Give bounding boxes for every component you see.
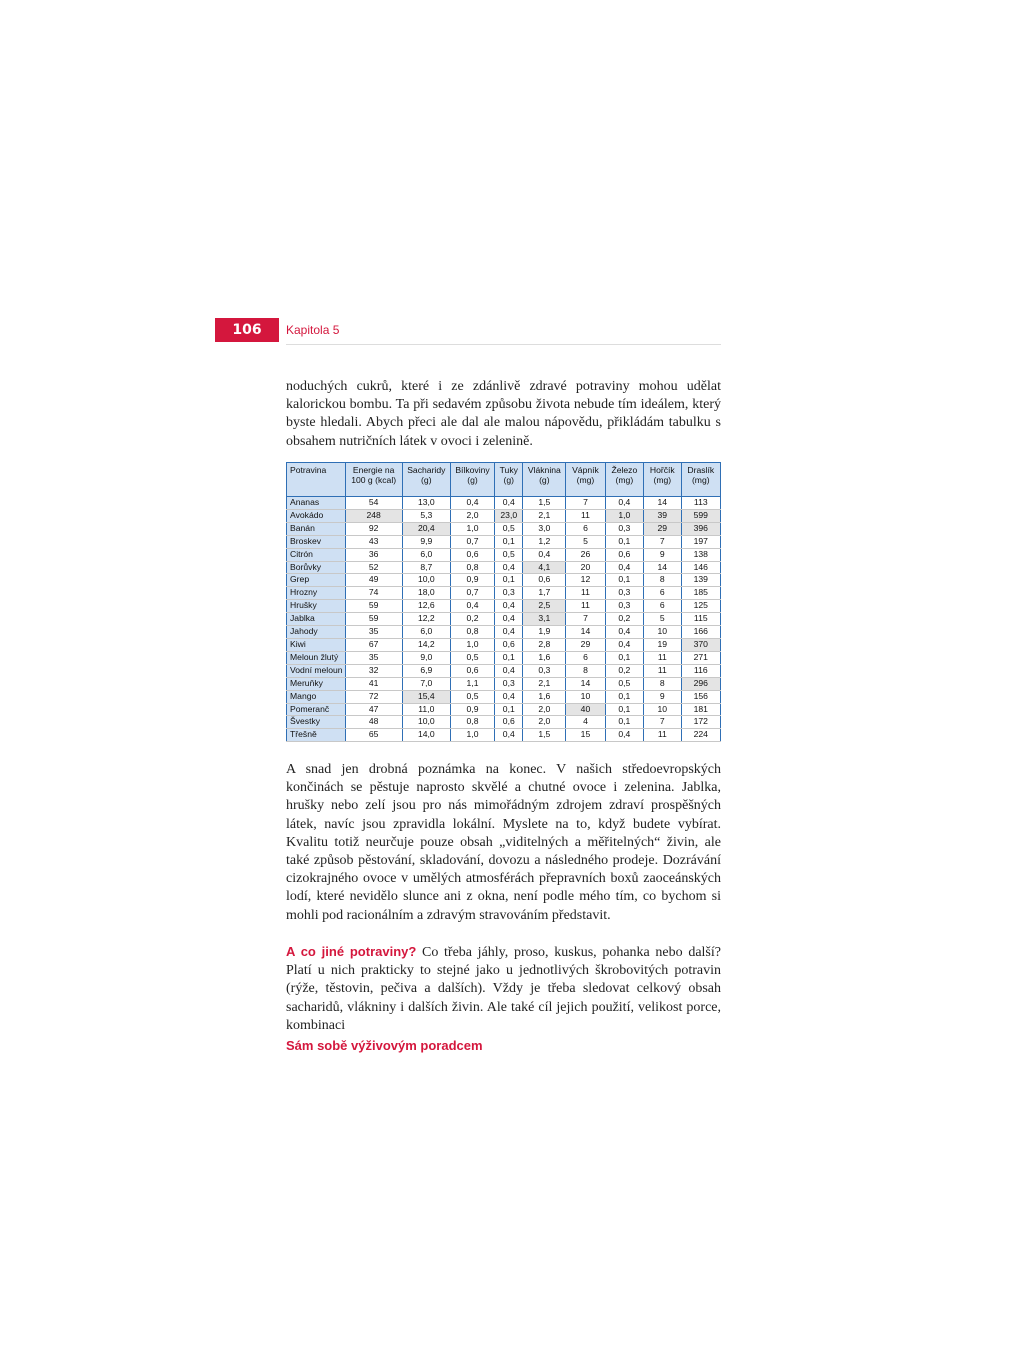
- food-name-cell: Meruňky: [287, 677, 346, 690]
- value-cell: 59: [345, 600, 402, 613]
- value-cell: 1,0: [450, 729, 494, 742]
- value-cell: 10: [644, 703, 681, 716]
- food-name-cell: Hrozny: [287, 587, 346, 600]
- value-cell: 2,5: [523, 600, 566, 613]
- table-row: [287, 509, 721, 522]
- value-cell: 11: [644, 651, 681, 664]
- food-name-cell: Ananas: [287, 497, 346, 510]
- value-cell: 6: [644, 587, 681, 600]
- value-cell: 0,2: [605, 664, 643, 677]
- column-header: Bílkoviny (g): [450, 463, 494, 497]
- value-cell: 0,8: [450, 626, 494, 639]
- value-cell: 5,3: [402, 509, 450, 522]
- table-row: [287, 703, 721, 716]
- value-cell: 48: [345, 716, 402, 729]
- value-cell: 0,9: [450, 574, 494, 587]
- value-cell: 197: [681, 535, 720, 548]
- value-cell: 10: [566, 690, 605, 703]
- value-cell: 43: [345, 535, 402, 548]
- value-cell: 0,4: [450, 600, 494, 613]
- value-cell: 11: [566, 587, 605, 600]
- value-cell: 172: [681, 716, 720, 729]
- value-cell: 0,5: [450, 690, 494, 703]
- table-body: [287, 497, 721, 742]
- value-cell: 9,9: [402, 535, 450, 548]
- value-cell: 0,4: [605, 729, 643, 742]
- value-cell: 0,1: [605, 716, 643, 729]
- value-cell: 6: [566, 522, 605, 535]
- value-cell: 0,4: [495, 729, 523, 742]
- running-footer-title: Sám sobě výživovým poradcem: [286, 1038, 483, 1053]
- value-cell: 0,6: [450, 548, 494, 561]
- food-name-cell: Citrón: [287, 548, 346, 561]
- value-cell: 0,6: [523, 574, 566, 587]
- other-foods-text: Co třeba jáhly, proso, kuskus, pohanka nebo další? Platí u nich prakticky to stejné jako u jednotlivých škrobovitých potravin (rýže, těstovin, pečiva a dalších). Vždy je třeba sledovat celkový obsah sacharidů, vlákniny i dalších živin. Ale také cíl jejich použití, velikost porce, kombinaci: [286, 945, 721, 1033]
- value-cell: 125: [681, 600, 720, 613]
- table-row: [287, 626, 721, 639]
- value-cell: 35: [345, 626, 402, 639]
- value-cell: 19: [644, 638, 681, 651]
- value-cell: 0,5: [495, 522, 523, 535]
- value-cell: 20,4: [402, 522, 450, 535]
- value-cell: 8,7: [402, 561, 450, 574]
- value-cell: 72: [345, 690, 402, 703]
- value-cell: 0,8: [450, 561, 494, 574]
- nutrition-table: [286, 462, 721, 742]
- food-name-cell: Vodní meloun: [287, 664, 346, 677]
- value-cell: 0,6: [495, 716, 523, 729]
- column-header: Sacharidy (g): [402, 463, 450, 497]
- value-cell: 1,0: [450, 522, 494, 535]
- value-cell: 1,9: [523, 626, 566, 639]
- food-name-cell: Jablka: [287, 613, 346, 626]
- value-cell: 0,2: [450, 613, 494, 626]
- value-cell: 0,9: [450, 703, 494, 716]
- value-cell: 1,2: [523, 535, 566, 548]
- value-cell: 2,8: [523, 638, 566, 651]
- value-cell: 29: [644, 522, 681, 535]
- value-cell: 6: [644, 600, 681, 613]
- page-header: [215, 318, 721, 342]
- value-cell: 271: [681, 651, 720, 664]
- value-cell: 296: [681, 677, 720, 690]
- value-cell: 9,0: [402, 651, 450, 664]
- column-header: Vápník (mg): [566, 463, 605, 497]
- value-cell: 14: [566, 677, 605, 690]
- value-cell: 0,7: [450, 587, 494, 600]
- value-cell: 4,1: [523, 561, 566, 574]
- value-cell: 1,0: [605, 509, 643, 522]
- value-cell: 26: [566, 548, 605, 561]
- value-cell: 181: [681, 703, 720, 716]
- column-header: Draslík (mg): [681, 463, 720, 497]
- food-name-cell: Banán: [287, 522, 346, 535]
- value-cell: 1,5: [523, 729, 566, 742]
- value-cell: 7: [644, 535, 681, 548]
- header-divider: [286, 344, 721, 345]
- value-cell: 20: [566, 561, 605, 574]
- value-cell: 0,5: [495, 548, 523, 561]
- value-cell: 396: [681, 522, 720, 535]
- column-header: Vláknina (g): [523, 463, 566, 497]
- closing-note-paragraph: A snad jen drobná poznámka na konec. V našich středoevropských končinách se pěstuje naprosto skvělé a chutné ovoce i zelenina. Jablka, hrušky nebo zelí jsou pro nás mimořádným zdrojem zdraví prospěšných látek, navíc jsou zpravidla lokální. Myslete na to, když budete vybírat. Kvalitu totiž neurčuje pouze obsah „viditelných a měřitelných“ živin, ale také způsob pěstování, skladování, dovozu a následného prodeje. Dozrávání cizokrajného ovoce v umělých atmosférách přepravních boxů zaoceánských lodí, které nevidělo slunce ani z okna, není podle mého tím, co bychom si mohli pod racionálním a zdravým stravováním představit.: [286, 762, 721, 923]
- value-cell: 6,9: [402, 664, 450, 677]
- value-cell: 0,3: [495, 677, 523, 690]
- value-cell: 0,4: [495, 626, 523, 639]
- value-cell: 49: [345, 574, 402, 587]
- other-foods-lead: A co jiné potraviny?: [286, 944, 417, 959]
- food-name-cell: Avokádo: [287, 509, 346, 522]
- value-cell: 29: [566, 638, 605, 651]
- value-cell: 0,5: [450, 651, 494, 664]
- value-cell: 0,4: [605, 497, 643, 510]
- value-cell: 0,8: [450, 716, 494, 729]
- value-cell: 1,0: [450, 638, 494, 651]
- value-cell: 0,3: [523, 664, 566, 677]
- value-cell: 8: [644, 677, 681, 690]
- food-name-cell: Jahody: [287, 626, 346, 639]
- value-cell: 47: [345, 703, 402, 716]
- value-cell: 7: [644, 716, 681, 729]
- value-cell: 5: [644, 613, 681, 626]
- value-cell: 0,4: [495, 561, 523, 574]
- value-cell: 54: [345, 497, 402, 510]
- value-cell: 14: [566, 626, 605, 639]
- value-cell: 113: [681, 497, 720, 510]
- value-cell: 139: [681, 574, 720, 587]
- value-cell: 11,0: [402, 703, 450, 716]
- value-cell: 0,3: [605, 587, 643, 600]
- value-cell: 13,0: [402, 497, 450, 510]
- table-row: [287, 497, 721, 510]
- table-row: [287, 574, 721, 587]
- value-cell: 0,4: [495, 664, 523, 677]
- value-cell: 0,1: [605, 690, 643, 703]
- food-name-cell: Kiwi: [287, 638, 346, 651]
- value-cell: 2,1: [523, 677, 566, 690]
- value-cell: 12,6: [402, 600, 450, 613]
- value-cell: 370: [681, 638, 720, 651]
- value-cell: 0,1: [605, 574, 643, 587]
- value-cell: 11: [644, 729, 681, 742]
- table-row: [287, 561, 721, 574]
- value-cell: 2,0: [523, 703, 566, 716]
- page-number: 106: [215, 318, 279, 342]
- food-name-cell: Pomeranč: [287, 703, 346, 716]
- value-cell: 0,5: [605, 677, 643, 690]
- value-cell: 599: [681, 509, 720, 522]
- value-cell: 7: [566, 497, 605, 510]
- value-cell: 0,4: [495, 497, 523, 510]
- value-cell: 0,4: [495, 690, 523, 703]
- value-cell: 116: [681, 664, 720, 677]
- table-row: [287, 600, 721, 613]
- value-cell: 5: [566, 535, 605, 548]
- table-row: [287, 522, 721, 535]
- value-cell: 0,1: [495, 703, 523, 716]
- value-cell: 138: [681, 548, 720, 561]
- value-cell: 52: [345, 561, 402, 574]
- value-cell: 6,0: [402, 626, 450, 639]
- table-row: [287, 677, 721, 690]
- value-cell: 166: [681, 626, 720, 639]
- table-row: [287, 587, 721, 600]
- value-cell: 0,2: [605, 613, 643, 626]
- value-cell: 6: [566, 651, 605, 664]
- value-cell: 15: [566, 729, 605, 742]
- value-cell: 10,0: [402, 716, 450, 729]
- intro-paragraph: noduchých cukrů, které i ze zdánlivě zdravé potraviny mohou udělat kalorickou bombu. Ta při sedavém způsobu života nebude tím ideálem, který byste hledali. Abych přeci ale dal ale malou nápovědu, přikládám tabulku s obsahem nutričních látek v ovoci i zelenině.: [286, 379, 721, 449]
- value-cell: 0,4: [605, 638, 643, 651]
- value-cell: 39: [644, 509, 681, 522]
- value-cell: 185: [681, 587, 720, 600]
- table-row: [287, 690, 721, 703]
- value-cell: 36: [345, 548, 402, 561]
- table-row: [287, 638, 721, 651]
- table-header-row: [287, 463, 721, 497]
- value-cell: 1,7: [523, 587, 566, 600]
- value-cell: 0,3: [605, 600, 643, 613]
- value-cell: 0,1: [495, 574, 523, 587]
- value-cell: 12: [566, 574, 605, 587]
- value-cell: 10,0: [402, 574, 450, 587]
- value-cell: 6,0: [402, 548, 450, 561]
- value-cell: 74: [345, 587, 402, 600]
- other-foods-paragraph: [286, 943, 721, 1035]
- value-cell: 11: [566, 600, 605, 613]
- column-header: Energie na 100 g (kcal): [345, 463, 402, 497]
- value-cell: 0,3: [495, 587, 523, 600]
- value-cell: 0,4: [605, 561, 643, 574]
- table-row: [287, 729, 721, 742]
- value-cell: 3,0: [523, 522, 566, 535]
- chapter-label: Kapitola 5: [286, 323, 340, 337]
- value-cell: 11: [644, 664, 681, 677]
- value-cell: 115: [681, 613, 720, 626]
- value-cell: 248: [345, 509, 402, 522]
- column-header: Hořčík (mg): [644, 463, 681, 497]
- value-cell: 0,1: [605, 651, 643, 664]
- table-row: [287, 651, 721, 664]
- table-row: [287, 548, 721, 561]
- table-row: [287, 535, 721, 548]
- value-cell: 0,1: [495, 651, 523, 664]
- food-name-cell: Grep: [287, 574, 346, 587]
- food-name-cell: Meloun žlutý: [287, 651, 346, 664]
- value-cell: 65: [345, 729, 402, 742]
- table-row: [287, 664, 721, 677]
- value-cell: 23,0: [495, 509, 523, 522]
- value-cell: 0,4: [605, 626, 643, 639]
- value-cell: 7,0: [402, 677, 450, 690]
- value-cell: 1,6: [523, 651, 566, 664]
- value-cell: 0,4: [523, 548, 566, 561]
- value-cell: 0,1: [605, 703, 643, 716]
- value-cell: 8: [566, 664, 605, 677]
- value-cell: 0,6: [605, 548, 643, 561]
- value-cell: 12,2: [402, 613, 450, 626]
- value-cell: 41: [345, 677, 402, 690]
- value-cell: 11: [566, 509, 605, 522]
- value-cell: 0,7: [450, 535, 494, 548]
- food-name-cell: Švestky: [287, 716, 346, 729]
- value-cell: 67: [345, 638, 402, 651]
- value-cell: 156: [681, 690, 720, 703]
- food-name-cell: Třešně: [287, 729, 346, 742]
- value-cell: 18,0: [402, 587, 450, 600]
- value-cell: 0,1: [605, 535, 643, 548]
- value-cell: 9: [644, 548, 681, 561]
- value-cell: 224: [681, 729, 720, 742]
- value-cell: 10: [644, 626, 681, 639]
- value-cell: 2,1: [523, 509, 566, 522]
- value-cell: 7: [566, 613, 605, 626]
- food-name-cell: Mango: [287, 690, 346, 703]
- value-cell: 0,6: [450, 664, 494, 677]
- value-cell: 14: [644, 497, 681, 510]
- value-cell: 1,6: [523, 690, 566, 703]
- value-cell: 0,1: [495, 535, 523, 548]
- value-cell: 1,5: [523, 497, 566, 510]
- value-cell: 92: [345, 522, 402, 535]
- food-name-cell: Borůvky: [287, 561, 346, 574]
- value-cell: 0,4: [450, 497, 494, 510]
- value-cell: 0,4: [495, 600, 523, 613]
- column-header: Potravina: [287, 463, 346, 497]
- value-cell: 8: [644, 574, 681, 587]
- value-cell: 15,4: [402, 690, 450, 703]
- column-header: Tuky (g): [495, 463, 523, 497]
- value-cell: 0,4: [495, 613, 523, 626]
- value-cell: 14: [644, 561, 681, 574]
- food-name-cell: Broskev: [287, 535, 346, 548]
- value-cell: 1,1: [450, 677, 494, 690]
- value-cell: 2,0: [523, 716, 566, 729]
- value-cell: 14,2: [402, 638, 450, 651]
- value-cell: 0,6: [495, 638, 523, 651]
- table-row: [287, 613, 721, 626]
- table-row: [287, 716, 721, 729]
- value-cell: 146: [681, 561, 720, 574]
- column-header: Železo (mg): [605, 463, 643, 497]
- value-cell: 2,0: [450, 509, 494, 522]
- value-cell: 35: [345, 651, 402, 664]
- value-cell: 32: [345, 664, 402, 677]
- value-cell: 3,1: [523, 613, 566, 626]
- value-cell: 4: [566, 716, 605, 729]
- value-cell: 59: [345, 613, 402, 626]
- value-cell: 0,3: [605, 522, 643, 535]
- value-cell: 9: [644, 690, 681, 703]
- value-cell: 14,0: [402, 729, 450, 742]
- food-name-cell: Hrušky: [287, 600, 346, 613]
- value-cell: 40: [566, 703, 605, 716]
